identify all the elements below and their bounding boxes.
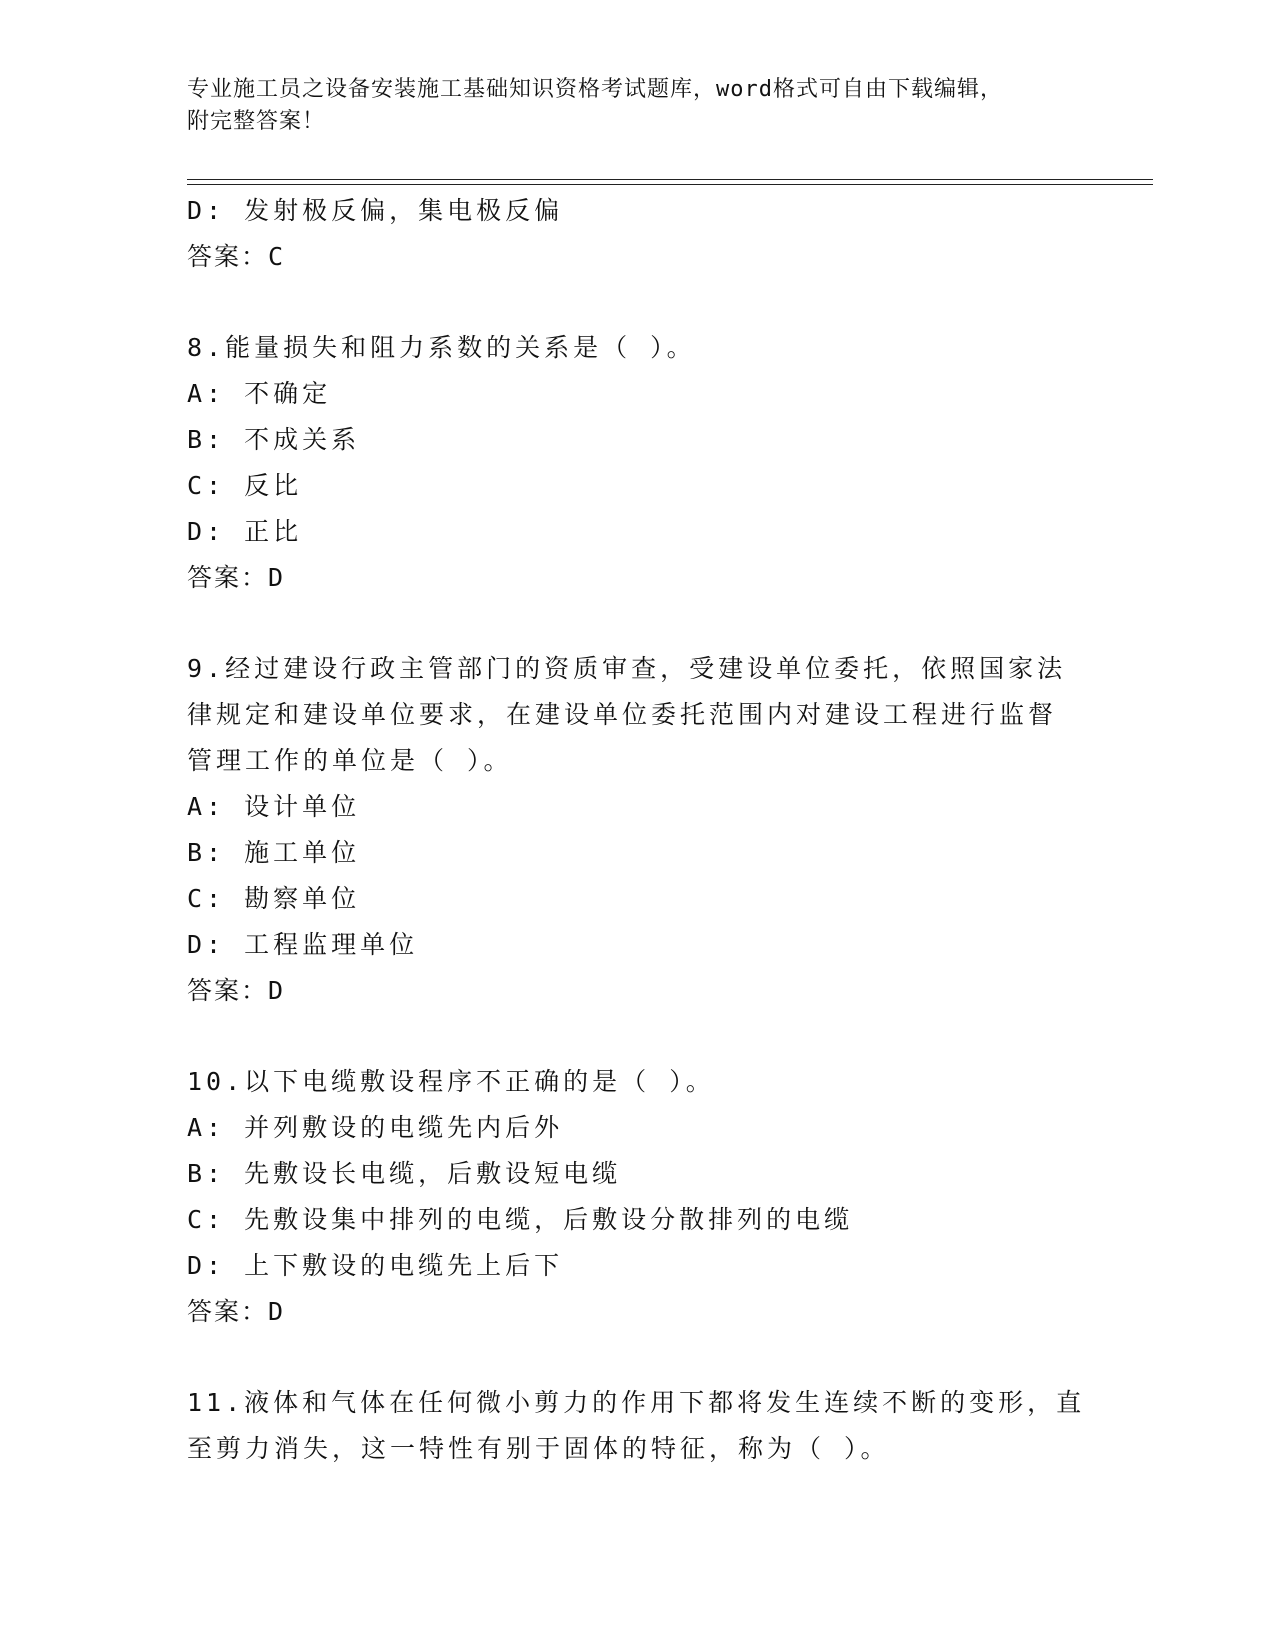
answer: 答案：D [187,1297,286,1326]
header-line-2: 附完整答案！ [187,109,326,134]
header-divider-top [187,179,1153,180]
option-a: A: 设计单位 [187,792,361,821]
question-text: 9.经过建设行政主管部门的资质审查，受建设单位委托，依照国家法 [187,654,1067,683]
option-d: D: 正比 [187,517,303,546]
question-text: 8.能量损失和阻力系数的关系是（ ）。 [187,333,696,362]
option-a: A: 并列敷设的电缆先内后外 [187,1113,564,1142]
spacer [187,601,1087,646]
spacer [187,1014,1087,1059]
header-divider-bottom [187,184,1153,185]
question-text: 11.液体和气体在任何微小剪力的作用下都将发生连续不断的变形，直 [187,1388,1086,1417]
question-text: 10.以下电缆敷设程序不正确的是（ ）。 [187,1067,715,1096]
question-8 [187,325,1087,601]
option-b: B: 施工单位 [187,838,361,867]
option-d: D: 工程监理单位 [187,930,419,959]
question-9 [187,646,1087,1014]
question-text: 律规定和建设单位要求，在建设单位委托范围内对建设工程进行监督 [187,700,1058,729]
option-c: C: 勘察单位 [187,884,361,913]
header-line-1: 专业施工员之设备安装施工基础知识资格考试题库，word格式可自由下载编辑， [187,77,1003,102]
option-d: D: 上下敷设的电缆先上后下 [187,1251,564,1280]
question-text: 至剪力消失，这一特性有别于固体的特征，称为（ ）。 [187,1434,890,1463]
question-text: 管理工作的单位是（ ）。 [187,746,513,775]
question-10 [187,1059,1087,1335]
prev-answer: 答案：C [187,242,286,271]
question-list [187,188,1087,1472]
option-c: C: 先敷设集中排列的电缆，后敷设分散排列的电缆 [187,1205,854,1234]
spacer [187,280,1087,325]
document-header [187,74,1067,138]
answer: 答案：D [187,563,286,592]
prev-option-d: D: 发射极反偏，集电极反偏 [187,196,564,225]
question-11 [187,1380,1087,1472]
answer: 答案：D [187,976,286,1005]
option-b: B: 不成关系 [187,425,361,454]
option-c: C: 反比 [187,471,303,500]
spacer [187,1335,1087,1380]
option-a: A: 不确定 [187,379,332,408]
option-b: B: 先敷设长电缆，后敷设短电缆 [187,1159,622,1188]
